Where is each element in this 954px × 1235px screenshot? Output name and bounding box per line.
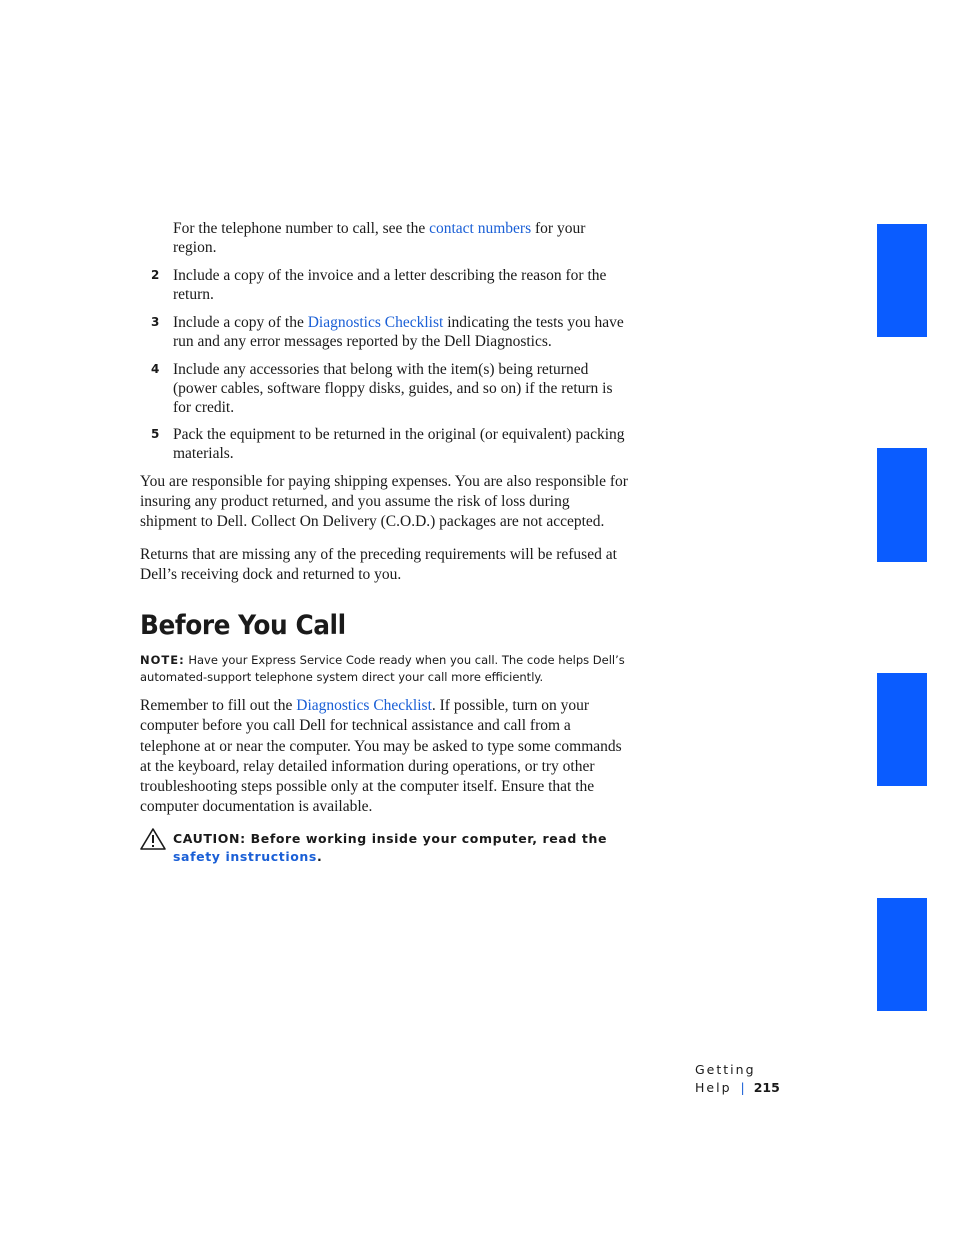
before-call-paragraph: Remember to fill out the Diagnostics Checklist. If possible, turn on your computer before you call Dell for technical assistance and call from a telephone at or near the computer. You may be asked to type some commands at the keyboard, relay detailed information during operations, or try other troubleshooting steps possible only at the computer itself. Ensure that the computer documentation is available.	[140, 697, 622, 816]
side-tab-3	[877, 673, 927, 786]
footer-separator: |	[740, 1080, 745, 1095]
caution-icon	[139, 827, 167, 851]
safety-instructions-link[interactable]: safety instructions	[173, 849, 317, 864]
page-footer	[695, 1061, 837, 1097]
step-number: 5	[151, 427, 160, 441]
shipping-paragraph: You are responsible for paying shipping expenses. You are also responsible for insuring any product returned, and you assume the risk of loss during shipment to Dell. Collect On Delivery (C.O.D.) packages are not accepted.	[140, 473, 628, 530]
page-number: 215	[753, 1080, 780, 1095]
step-number: 3	[151, 315, 160, 329]
note-text: Have your Express Service Code ready when you call. The code helps Dell’s automated-support telephone system direct your call more efficiently.	[140, 653, 625, 684]
side-tab-4	[877, 898, 927, 1011]
note-label: NOTE:	[140, 653, 185, 667]
section-heading: Before You Call	[140, 610, 346, 641]
step-3-text: Include a copy of the Diagnostics Checklist indicating the tests you have run and any error messages reported by the Dell Diagnostics.	[173, 314, 624, 350]
step-4-text: Include any accessories that belong with the item(s) being returned (power cables, software floppy disks, guides, and so on) if the return is for credit.	[173, 361, 613, 416]
caution: CAUTION: Before working inside your computer, read the safety instructions.	[173, 831, 608, 864]
diagnostics-checklist-link-2[interactable]: Diagnostics Checklist	[296, 697, 432, 714]
step-1-continuation: For the telephone number to call, see the contact numbers for your region.	[173, 220, 586, 256]
returns-paragraph: Returns that are missing any of the preceding requirements will be refused at Dell’s receiving dock and returned to you.	[140, 546, 617, 583]
diagnostics-checklist-link[interactable]: Diagnostics Checklist	[307, 314, 444, 331]
step-number: 2	[151, 268, 160, 282]
step-2-text: Include a copy of the invoice and a letter describing the reason for the return.	[173, 267, 607, 303]
footer-section-title: Getting Help	[695, 1062, 756, 1095]
side-tab-1	[877, 224, 927, 337]
step-number: 4	[151, 362, 160, 376]
step-5-text: Pack the equipment to be returned in the original (or equivalent) packing materials.	[173, 426, 625, 462]
contact-numbers-link[interactable]: contact numbers	[429, 220, 532, 237]
note	[140, 652, 640, 686]
side-tab-2	[877, 448, 927, 562]
